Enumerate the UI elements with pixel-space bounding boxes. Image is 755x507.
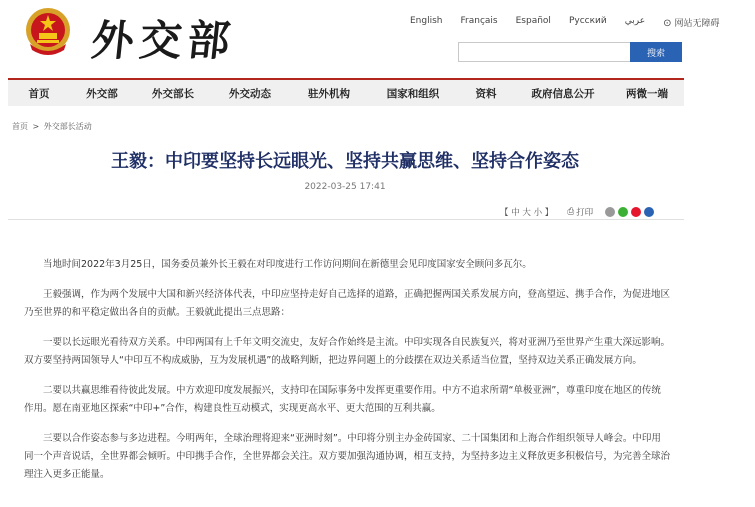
qq-icon[interactable] [644,207,654,217]
article-paragraph: 三要以合作姿态参与多边进程。今明两年，全球治理将迎来“亚洲时刻”。中印将分别主办金砖国家、二十国集团和上海合作组织领导人峰会。中印用同一个声音说话，全世界都会倾听。中印携手合作，全世界都会关注。双方要加强沟通协调，相互支持，为坚持多边主义释放更多积极信号，为完善全球治理注入更多正能量。 [24,433,671,480]
print-button[interactable]: ⎙ 打印 [567,207,594,218]
article-body [24,256,670,496]
print-icon: ⎙ [567,207,575,217]
article-tools [500,206,657,218]
font-size-selector[interactable]: 【 中 大 小 】 [500,208,554,218]
lang-french[interactable]: Français [460,16,498,26]
article-paragraph: 一要以长远眼光看待双方关系。中印两国有上千年文明交流史，友好合作始终是主流。中印实现各自民族复兴，将对亚洲乃至世界产生重大深远影响。双方要坚持两国领导人“中印互不构成威胁，互为发展机遇”的战略判断，把边界问题上的分歧摆在双边关系适当位置，坚持双边关系正确发展方向。 [24,337,671,366]
nav-countries[interactable]: 国家和组织 [386,87,440,100]
breadcrumb [12,121,94,132]
nav-home[interactable]: 首页 [28,87,50,100]
search-button[interactable]: 搜索 [630,42,682,62]
article-paragraph: 王毅强调，作为两个发展中大国和新兴经济体代表，中印应坚持走好自己选择的道路，正确把握两国关系发展方向，登高望远、携手合作，为促进地区乃至世界的和平稳定做出各自的贡献。王毅就此提出三点思路： [24,289,671,318]
article-paragraph: 当地时间2022年3月25日，国务委员兼外长王毅在对印度进行工作访问期间在新德里会见印度国家安全顾问多瓦尔。 [43,259,532,270]
breadcrumb-home[interactable]: 首页 [12,122,28,131]
nav-gov-info[interactable]: 政府信息公开 [531,87,595,100]
share-generic-icon[interactable] [605,207,615,217]
nav-diplomatic-news[interactable]: 外交动态 [229,87,271,100]
search-input[interactable] [458,42,630,62]
main-nav [8,78,684,106]
breadcrumb-separator: > [32,122,40,131]
lang-spanish[interactable]: Español [515,16,551,26]
weibo-icon[interactable] [631,207,641,217]
search-bar [458,42,682,62]
nav-minister[interactable]: 外交部长 [152,87,194,100]
wechat-icon[interactable] [618,207,628,217]
nav-resources[interactable]: 资料 [475,87,497,100]
article-title: 王毅：中印要坚持长远眼光、坚持共赢思维、坚持合作姿态 [111,151,579,172]
divider [8,219,684,220]
national-emblem-icon[interactable] [24,6,72,58]
accessibility-icon: ⊙ [663,18,672,29]
article-date: 2022-03-25 17:41 [304,182,386,192]
site-header [0,0,720,76]
language-bar [410,16,755,29]
article-paragraph: 二要以共赢思维看待彼此发展。中方欢迎印度发展振兴，支持印在国际事务中发挥更重要作用。中方不追求所谓“单极亚洲”，尊重印度在地区的传统作用。愿在南亚地区探索“中印+”合作，构建良性互动模式，实现更高水平、更大范围的互利共赢。 [24,385,661,414]
breadcrumb-minister-activities[interactable]: 外交部长活动 [43,122,92,131]
site-logo-text[interactable]: 外交部 [89,16,239,65]
lang-arabic[interactable]: عربي [624,16,646,26]
nav-missions[interactable]: 驻外机构 [308,87,350,100]
lang-russian[interactable]: Русский [568,16,607,26]
nav-social[interactable]: 两微一端 [626,87,668,100]
share-icons [605,207,657,217]
nav-ministry[interactable]: 外交部 [86,87,118,100]
lang-english[interactable]: English [410,16,443,26]
accessibility-link[interactable]: ⊙ 网站无障碍 [663,18,720,29]
